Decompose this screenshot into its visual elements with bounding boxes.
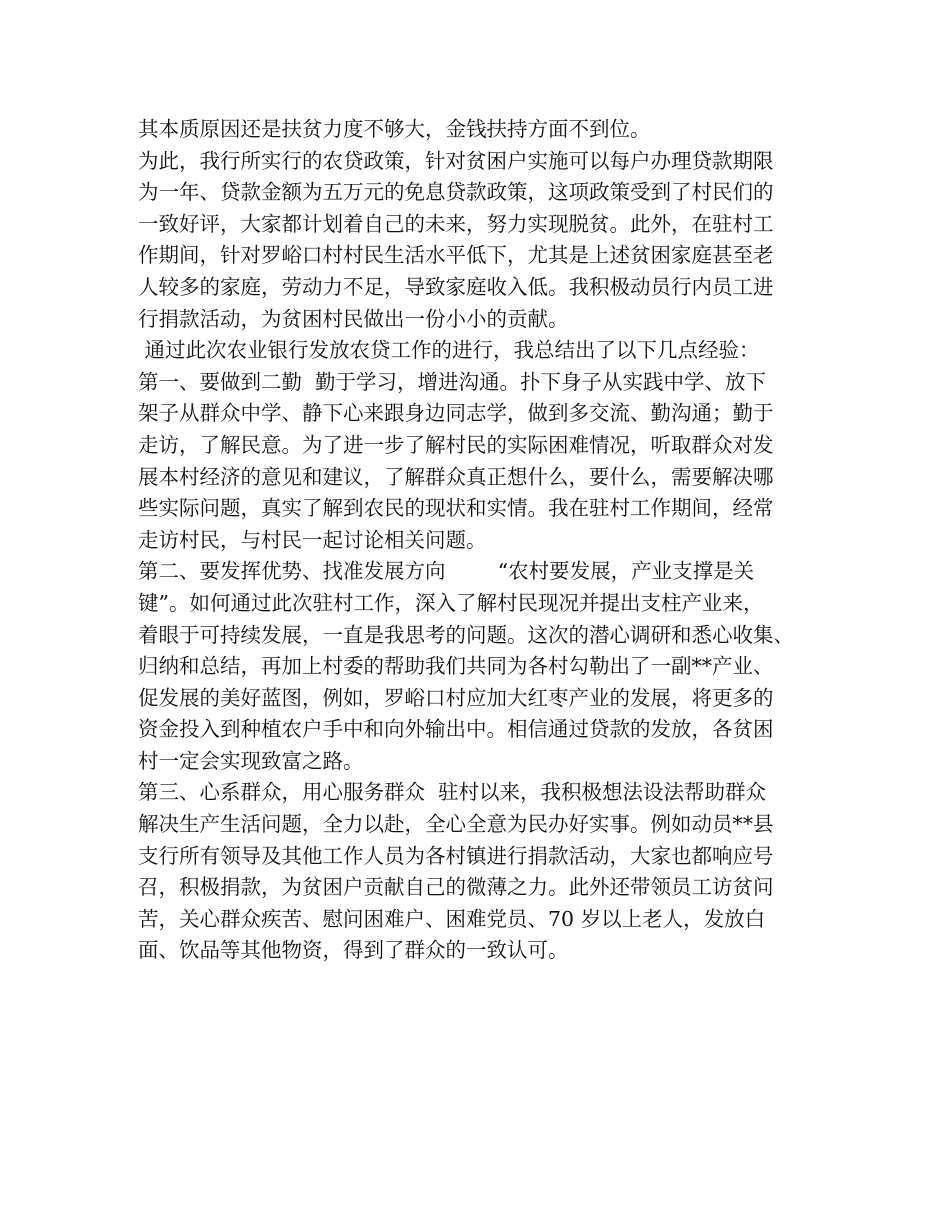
text-line: 归纳和总结，再加上村委的帮助我们共同为各村勾勒出了一副**产业、 <box>138 654 774 679</box>
text-line: 召，积极捐款，为贫困户贡献自己的微薄之力。此外还带领员工访贫问 <box>138 875 774 900</box>
text-line: 面、饮品等其他物资，得到了群众的一致认可。 <box>138 938 569 963</box>
text-line: 为此，我行所实行的农贷政策，针对贫困户实施可以每户办理贷款期限 <box>138 148 774 173</box>
text-line: 支行所有领导及其他工作人员为各村镇进行捐款活动，大家也都响应号 <box>138 843 774 868</box>
text-line: 走访村民，与村民一起讨论相关问题。 <box>138 527 487 552</box>
text-line: 村一定会实现致富之路。 <box>138 748 364 773</box>
text-line: 着眼于可持续发展，一直是我思考的问题。这次的潜心调研和悉心收集、 <box>138 622 794 647</box>
text-line: 行捐款活动，为贫困村民做出一份小小的贡献。 <box>138 306 569 331</box>
text-line: 作期间，针对罗峪口村村民生活水平低下，尤其是上述贫困家庭甚至老 <box>138 243 774 268</box>
text-line: 通过此次农业银行发放农贷工作的进行，我总结出了以下几点经验： <box>138 338 760 363</box>
text-line: 第二、要发挥优势、找准发展方向 “农村要发展，产业支撑是关 <box>138 559 755 584</box>
text-line: 键”。如何通过此次驻村工作，深入了解村民现况并提出支柱产业来， <box>138 590 764 615</box>
text-line: 第三、心系群众，用心服务群众 驻村以来，我积极想法设法帮助群众 <box>138 780 767 805</box>
text-line: 第一、要做到二勤 勤于学习，增进沟通。扑下身子从实践中学、放下 <box>138 369 767 394</box>
text-line: 苦，关心群众疾苦、慰问困难户、困难党员、70 岁以上老人，发放白 <box>138 906 766 931</box>
text-line: 促发展的美好蓝图，例如，罗峪口村应加大红枣产业的发展，将更多的 <box>138 685 774 710</box>
text-line: 为一年、贷款金额为五万元的免息贷款政策，这项政策受到了村民们的 <box>138 180 774 205</box>
text-line: 解决生产生活问题，全力以赴，全心全意为民办好实事。例如动员**县 <box>138 812 774 837</box>
text-line: 架子从群众中学、静下心来跟身边同志学，做到多交流、勤沟通；勤于 <box>138 401 774 426</box>
text-line: 其本质原因还是扶贫力度不够大，金钱扶持方面不到位。 <box>138 117 651 141</box>
text-line: 一致好评，大家都计划着自己的未来，努力实现脱贫。此外，在驻村工 <box>138 211 774 236</box>
text-line: 些实际问题，真实了解到农民的现状和实情。我在驻村工作期间，经常 <box>138 496 774 521</box>
body-text <box>138 114 828 967</box>
text-line: 展本村经济的意见和建议，了解群众真正想什么，要什么，需要解决哪 <box>138 464 774 489</box>
text-line: 人较多的家庭，劳动力不足，导致家庭收入低。我积极动员行内员工进 <box>138 274 774 299</box>
text-line: 资金投入到种植农户手中和向外输出中。相信通过贷款的发放，各贫困 <box>138 717 774 742</box>
text-line: 走访，了解民意。为了进一步了解村民的实际困难情况，听取群众对发 <box>138 432 774 457</box>
